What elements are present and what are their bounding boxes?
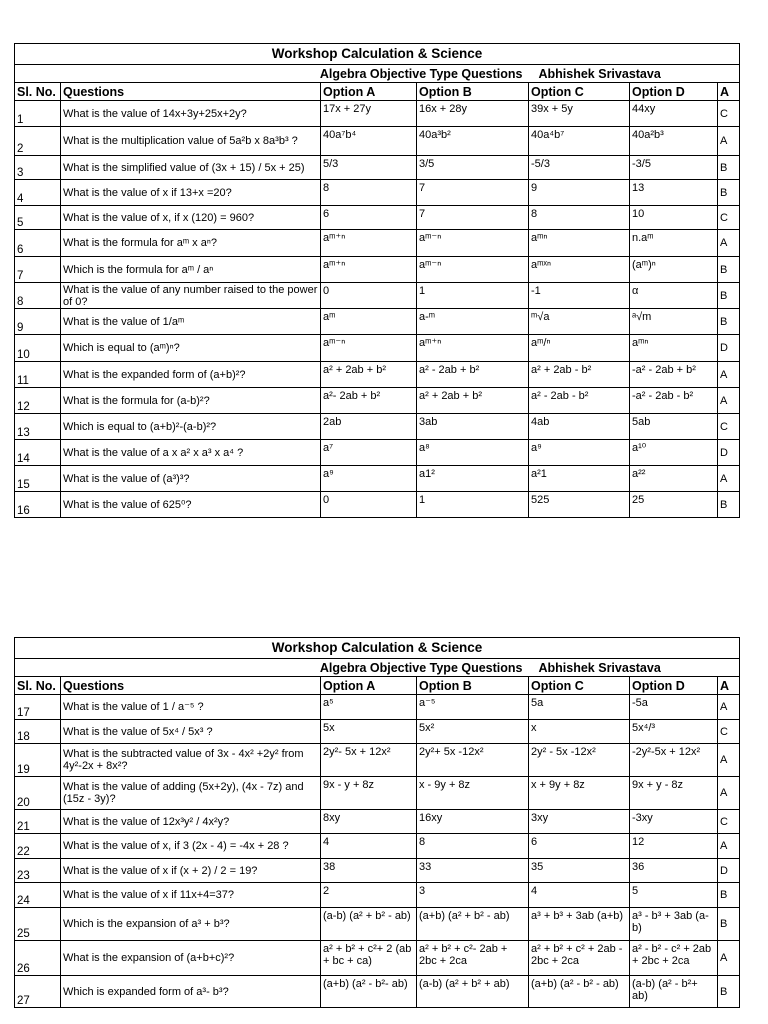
option-a: 2ab [321,414,417,440]
header-option-a: Option A [321,677,417,695]
option-b: a⁻⁵ [417,695,529,720]
option-a: a² + b² + c²+ 2 (ab + bc + ca) [321,941,417,976]
answer: B [718,180,740,206]
question-text: Which is expanded form of a³- b³? [61,976,321,1008]
header-option-d: Option D [630,83,718,101]
option-c: 4 [529,883,630,908]
table-row [15,834,740,859]
option-d: a²² [630,466,718,492]
header-questions: Questions [61,83,321,101]
serial-number: 3 [15,156,61,180]
answer: C [718,720,740,744]
answer: A [718,388,740,414]
serial-number: 10 [15,335,61,362]
option-b: 33 [417,859,529,883]
table-row [15,976,740,1008]
question-text: What is the value of x if (x + 2) / 2 = 19? [61,859,321,883]
option-b: aᵐ⁺ⁿ [417,335,529,362]
option-b: (a+b) (a² + b² - ab) [417,908,529,941]
subtitle-spacer [718,659,740,677]
option-a: 5/3 [321,156,417,180]
serial-number: 14 [15,440,61,466]
option-d: 12 [630,834,718,859]
answer: C [718,206,740,230]
table-row [15,883,740,908]
answer: B [718,883,740,908]
table-row [15,388,740,414]
table-row [15,127,740,156]
serial-number: 5 [15,206,61,230]
question-text: Which is equal to (a+b)²-(a-b)²? [61,414,321,440]
serial-number: 13 [15,414,61,440]
option-d: (a-b) (a² - b²+ ab) [630,976,718,1008]
table-row [15,720,740,744]
option-b: 7 [417,180,529,206]
option-b: 3/5 [417,156,529,180]
option-d: a¹⁰ [630,440,718,466]
answer: B [718,309,740,335]
option-b: 3 [417,883,529,908]
table-row [15,859,740,883]
header-option-b: Option B [417,677,529,695]
header-option-a: Option A [321,83,417,101]
option-d: 5 [630,883,718,908]
option-b: 7 [417,206,529,230]
table-row [15,414,740,440]
option-a: a⁷ [321,440,417,466]
worksheet-table-1 [14,43,739,518]
option-a: aᵐ⁻ⁿ [321,335,417,362]
option-d: -a² - 2ab - b² [630,388,718,414]
table-row [15,440,740,466]
subtitle-spacer [718,65,740,83]
option-b: (a-b) (a² + b² + ab) [417,976,529,1008]
answer: B [718,908,740,941]
header-answer: A [718,677,740,695]
option-c: x + 9y + 8z [529,777,630,810]
serial-number: 9 [15,309,61,335]
question-text: What is the value of adding (5x+2y), (4x - 7z) and (15z - 3y)? [61,777,321,810]
option-d: 25 [630,492,718,518]
answer: D [718,859,740,883]
option-d: 40a²b³ [630,127,718,156]
header-row [15,83,740,101]
option-b: 40a³b² [417,127,529,156]
option-a: 0 [321,283,417,309]
option-b: 1 [417,492,529,518]
question-text: What is the value of a x a² x a³ x a⁴ ? [61,440,321,466]
option-c: x [529,720,630,744]
option-d: -a² - 2ab + b² [630,362,718,388]
option-c: (a+b) (a² - b² - ab) [529,976,630,1008]
question-text: What is the simplified value of (3x + 15) / 5x + 25) [61,156,321,180]
question-text: Which is equal to (aᵐ)ⁿ? [61,335,321,362]
question-text: What is the formula for (a-b)²? [61,388,321,414]
serial-number: 19 [15,744,61,777]
sheet-title: Workshop Calculation & Science [15,638,740,659]
title-row [15,638,740,659]
header-sl-no: Sl. No. [15,677,61,695]
question-text: What is the value of 1 / a⁻⁵ ? [61,695,321,720]
option-c: aᵐˣⁿ [529,257,630,283]
option-b: x - 9y + 8z [417,777,529,810]
header-questions: Questions [61,677,321,695]
answer: A [718,127,740,156]
option-c: 8 [529,206,630,230]
option-c: -5/3 [529,156,630,180]
table-row [15,777,740,810]
option-d: aᵐⁿ [630,335,718,362]
serial-number: 23 [15,859,61,883]
header-row [15,677,740,695]
table-row [15,492,740,518]
option-a: 8xy [321,810,417,834]
option-d: (aᵐ)ⁿ [630,257,718,283]
serial-number: 22 [15,834,61,859]
option-a: 17x + 27y [321,101,417,127]
option-d: 5ab [630,414,718,440]
option-a: 38 [321,859,417,883]
sheet-subtitle: Algebra Objective Type Questions [61,65,529,83]
option-a: 2 [321,883,417,908]
answer: D [718,440,740,466]
option-b: a² - 2ab + b² [417,362,529,388]
option-d: a³ - b³ + 3ab (a-b) [630,908,718,941]
option-c: 2y² - 5x -12x² [529,744,630,777]
table-row [15,257,740,283]
table-row [15,180,740,206]
sheet-subtitle: Algebra Objective Type Questions [61,659,529,677]
header-answer: A [718,83,740,101]
option-d: ᵃ√m [630,309,718,335]
option-b: a² + 2ab + b² [417,388,529,414]
option-a: (a+b) (a² - b²- ab) [321,976,417,1008]
table-row [15,810,740,834]
table-row [15,309,740,335]
question-text: What is the value of 5x⁴ / 5x³ ? [61,720,321,744]
option-b: 5x² [417,720,529,744]
question-text: What is the subtracted value of 3x - 4x² +2y² from 4y²-2x + 8x²? [61,744,321,777]
answer: A [718,777,740,810]
header-option-d: Option D [630,677,718,695]
question-text: Which is the formula for aᵐ / aⁿ [61,257,321,283]
option-c: a²1 [529,466,630,492]
table-row [15,466,740,492]
answer: A [718,362,740,388]
answer: A [718,230,740,257]
question-text: What is the expanded form of (a+b)²? [61,362,321,388]
option-c: 9 [529,180,630,206]
worksheet-table-2 [14,637,739,1008]
option-c: 3xy [529,810,630,834]
option-d: -2y²-5x + 12x² [630,744,718,777]
serial-number: 26 [15,941,61,976]
option-a: a⁹ [321,466,417,492]
answer: D [718,335,740,362]
serial-number: 7 [15,257,61,283]
option-d: 36 [630,859,718,883]
option-c: 40a⁴b⁷ [529,127,630,156]
question-text: What is the value of x if 13+x =20? [61,180,321,206]
serial-number: 27 [15,976,61,1008]
option-c: -1 [529,283,630,309]
option-c: aᵐⁿ [529,230,630,257]
sheet-title: Workshop Calculation & Science [15,44,740,65]
answer: C [718,810,740,834]
option-d: -3/5 [630,156,718,180]
option-a: 5x [321,720,417,744]
option-b: 8 [417,834,529,859]
option-c: a² - 2ab - b² [529,388,630,414]
option-c: a² + 2ab - b² [529,362,630,388]
serial-number: 24 [15,883,61,908]
option-d: α [630,283,718,309]
option-b: 16x + 28y [417,101,529,127]
answer: A [718,941,740,976]
table-row [15,230,740,257]
subtitle-row [15,65,740,83]
header-option-b: Option B [417,83,529,101]
serial-number: 6 [15,230,61,257]
serial-number: 15 [15,466,61,492]
option-a: 2y²- 5x + 12x² [321,744,417,777]
subtitle-spacer [15,659,61,677]
option-d: 5x⁴/³ [630,720,718,744]
option-b: 3ab [417,414,529,440]
option-d: n.aᵐ [630,230,718,257]
subtitle-spacer [15,65,61,83]
option-a: 9x - y + 8z [321,777,417,810]
option-b: aᵐ⁻ⁿ [417,257,529,283]
option-c: 6 [529,834,630,859]
serial-number: 8 [15,283,61,309]
option-c: aᵐ/ⁿ [529,335,630,362]
header-sl-no: Sl. No. [15,83,61,101]
table-row [15,941,740,976]
option-d: 9x + y - 8z [630,777,718,810]
header-option-c: Option C [529,83,630,101]
question-table [14,43,740,518]
option-b: aᵐ⁻ⁿ [417,230,529,257]
sheet-author: Abhishek Srivastava [529,65,718,83]
title-row [15,44,740,65]
serial-number: 11 [15,362,61,388]
answer: C [718,414,740,440]
option-b: 2y²+ 5x -12x² [417,744,529,777]
table-row [15,156,740,180]
answer: A [718,466,740,492]
question-text: What is the value of x, if 3 (2x - 4) = -4x + 28 ? [61,834,321,859]
option-c: a² + b² + c² + 2ab - 2bc + 2ca [529,941,630,976]
table-row [15,335,740,362]
answer: C [718,101,740,127]
option-a: 4 [321,834,417,859]
option-c: 39x + 5y [529,101,630,127]
serial-number: 21 [15,810,61,834]
serial-number: 20 [15,777,61,810]
option-a: a²- 2ab + b² [321,388,417,414]
table-row [15,695,740,720]
serial-number: 12 [15,388,61,414]
option-c: ᵐ√a [529,309,630,335]
option-a: aᵐ [321,309,417,335]
option-a: (a-b) (a² + b² - ab) [321,908,417,941]
answer: B [718,283,740,309]
answer: B [718,156,740,180]
option-a: a² + 2ab + b² [321,362,417,388]
option-b: 16xy [417,810,529,834]
question-text: What is the value of 14x+3y+25x+2y? [61,101,321,127]
option-d: 10 [630,206,718,230]
option-c: 35 [529,859,630,883]
table-row [15,744,740,777]
question-text: What is the value of 625⁰? [61,492,321,518]
option-a: 8 [321,180,417,206]
question-text: What is the value of 12x³y² / 4x²y? [61,810,321,834]
serial-number: 1 [15,101,61,127]
option-b: a² + b² + c²- 2ab + 2bc + 2ca [417,941,529,976]
table-row [15,101,740,127]
option-a: a⁵ [321,695,417,720]
option-d: 44xy [630,101,718,127]
option-a: 0 [321,492,417,518]
answer: B [718,976,740,1008]
serial-number: 18 [15,720,61,744]
answer: A [718,744,740,777]
option-b: 1 [417,283,529,309]
option-b: a⁸ [417,440,529,466]
serial-number: 2 [15,127,61,156]
option-d: a² - b² - c² + 2ab + 2bc + 2ca [630,941,718,976]
question-table [14,637,740,1008]
option-c: 5a [529,695,630,720]
question-text: What is the expansion of (a+b+c)²? [61,941,321,976]
serial-number: 4 [15,180,61,206]
table-row [15,362,740,388]
option-b: a-ᵐ [417,309,529,335]
option-c: 4ab [529,414,630,440]
table-row [15,283,740,309]
question-text: Which is the expansion of a³ + b³? [61,908,321,941]
question-text: What is the value of any number raised to the power of 0? [61,283,321,309]
answer: B [718,257,740,283]
table-row [15,206,740,230]
option-a: aᵐ⁺ⁿ [321,230,417,257]
option-d: -5a [630,695,718,720]
table-row [15,908,740,941]
sheet-author: Abhishek Srivastava [529,659,718,677]
header-option-c: Option C [529,677,630,695]
option-d: 13 [630,180,718,206]
option-c: 525 [529,492,630,518]
serial-number: 17 [15,695,61,720]
question-text: What is the value of x if 11x+4=37? [61,883,321,908]
question-text: What is the value of x, if x (120) = 960? [61,206,321,230]
option-c: a³ + b³ + 3ab (a+b) [529,908,630,941]
question-text: What is the formula for aᵐ x aⁿ? [61,230,321,257]
answer: A [718,834,740,859]
option-a: aᵐ⁺ⁿ [321,257,417,283]
serial-number: 25 [15,908,61,941]
serial-number: 16 [15,492,61,518]
option-a: 6 [321,206,417,230]
subtitle-row [15,659,740,677]
option-b: a1² [417,466,529,492]
option-d: -3xy [630,810,718,834]
answer: B [718,492,740,518]
question-text: What is the multiplication value of 5a²b x 8a³b³ ? [61,127,321,156]
question-text: What is the value of 1/aᵐ [61,309,321,335]
question-text: What is the value of (a³)³? [61,466,321,492]
answer: A [718,695,740,720]
option-a: 40a⁷b⁴ [321,127,417,156]
option-c: a⁹ [529,440,630,466]
